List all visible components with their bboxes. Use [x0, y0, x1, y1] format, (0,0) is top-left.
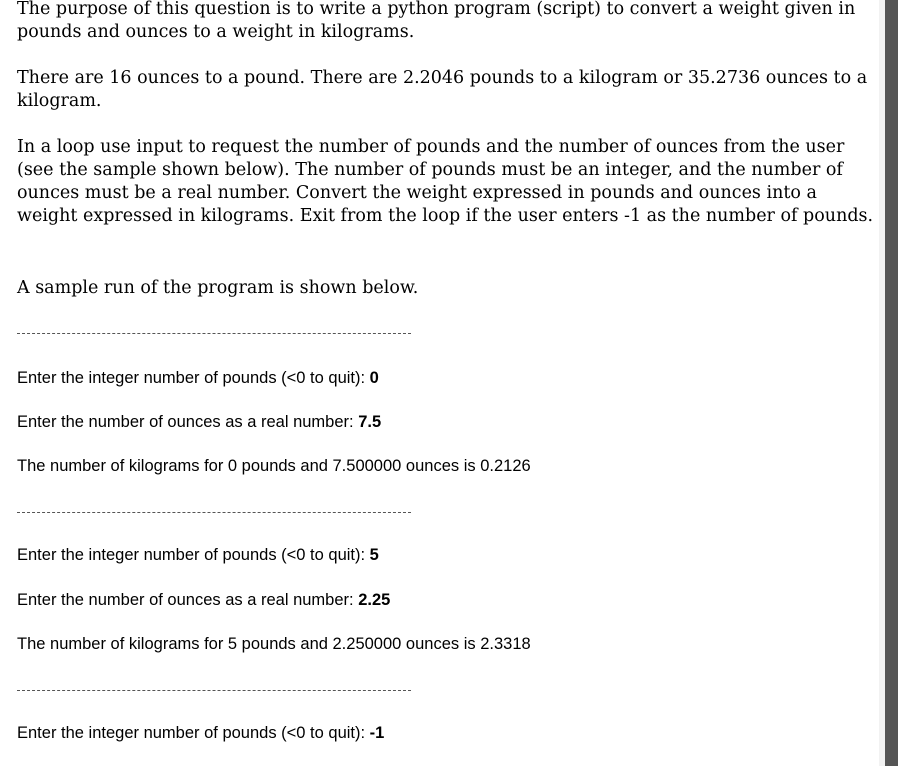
ounces-input-value: 7.5: [358, 413, 382, 431]
ounces-prompt: Enter the number of ounces as a real number:: [17, 591, 359, 609]
pounds-prompt-line-3: [17, 723, 384, 743]
ounces-prompt-line-2: [17, 590, 390, 610]
divider-3: [17, 690, 411, 691]
vertical-scrollbar[interactable]: [885, 0, 898, 766]
pounds-input-value: 5: [369, 546, 379, 564]
ounces-prompt: Enter the number of ounces as a real number:: [17, 413, 359, 431]
pounds-prompt: Enter the integer number of pounds (<0 to quit):: [17, 546, 370, 564]
divider-2: [17, 512, 411, 513]
ounces-prompt-line-1: [17, 412, 381, 432]
paragraph-sample-intro: A sample run of the program is shown below.: [17, 278, 419, 298]
pounds-prompt-line-2: [17, 545, 379, 565]
paragraph-purpose: The purpose of this question is to write a python program (script) to convert a weight given in pounds and ounces to a weight in kilograms.: [17, 0, 856, 42]
pounds-prompt: Enter the integer number of pounds (<0 to quit):: [17, 724, 370, 742]
pounds-input-value: -1: [369, 724, 385, 742]
result-line-2: The number of kilograms for 5 pounds and 2.250000 ounces is 2.3318: [17, 635, 531, 653]
ounces-input-value: 2.25: [358, 591, 391, 609]
result-line-1: The number of kilograms for 0 pounds and 7.500000 ounces is 0.2126: [17, 457, 531, 475]
divider-1: [17, 333, 411, 334]
pounds-prompt: Enter the integer number of pounds (<0 to quit):: [17, 369, 370, 387]
pounds-prompt-line-1: [17, 368, 379, 388]
paragraph-instructions: In a loop use input to request the number of pounds and the number of ounces from the user (see the sample shown below). The number of pounds must be an integer, and the number of ounces must be a real number. Convert the weight expressed in pounds and ounces into a weight expressed in kilograms. Exit from the loop if the user enters -1 as the number of pounds.: [17, 137, 874, 226]
pounds-input-value: 0: [369, 369, 379, 387]
paragraph-conversion-factors: There are 16 ounces to a pound. There are 2.2046 pounds to a kilogram or 35.2736 ounces to a kilogram.: [17, 68, 868, 111]
